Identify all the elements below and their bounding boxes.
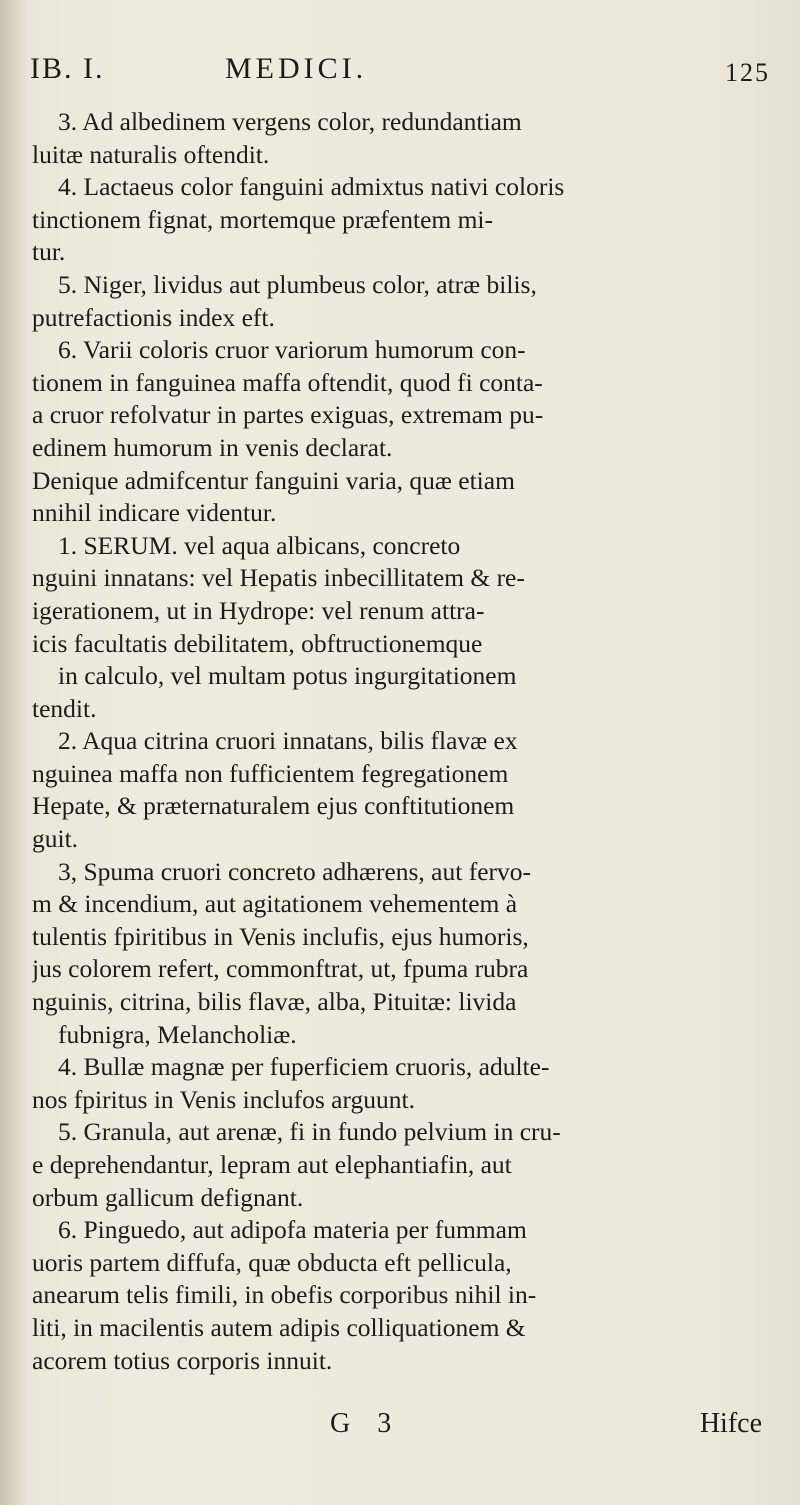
text-line: m & incendium, aut agitationem vehementem à: [32, 889, 518, 919]
text-line: a cruor refolvatur in partes exiguas, extremam pu-: [32, 400, 544, 430]
text-line: 6. Varii coloris cruor variorum humorum con-: [58, 335, 526, 365]
text-line: acorem totius corporis innuit.: [32, 1345, 333, 1375]
catchword: Hifce: [699, 1408, 762, 1439]
text-line: Denique admifcentur fanguini varia, quæ etiam: [32, 465, 515, 495]
text-line: orbum gallicum defignant.: [32, 1182, 304, 1212]
text-line: putrefactionis index eft.: [32, 302, 275, 332]
text-line: e deprehendantur, lepram aut elephantiafin, aut: [32, 1150, 512, 1179]
text-line: liti, in macilentis autem adipis colliquationem &: [32, 1312, 526, 1342]
text-line: 6. Pinguedo, aut adipofa materia per fummam: [58, 1215, 527, 1245]
text-line: nguinis, citrina, bilis flavæ, alba, Pituitæ: livida: [32, 987, 517, 1017]
page-footer: [30, 1408, 770, 1448]
text-line: tulentis fpiritibus in Venis inclufis, ejus humoris,: [32, 921, 529, 951]
text-line: Hepate, & præternaturalem ejus conftitutionem: [32, 791, 515, 821]
text-line: luitæ naturalis oftendit.: [32, 139, 270, 169]
running-header: [30, 52, 770, 92]
page-number: 125: [725, 58, 770, 87]
text-line: fubnigra, Melancholiæ.: [58, 1019, 297, 1049]
text-line: tinctionem fignat, mortemque præfentem mi-: [32, 204, 494, 234]
text-line: jus colorem refert, commonftrat, ut, fpuma rubra: [32, 954, 529, 984]
text-line: 5. Niger, lividus aut plumbeus color, atræ bilis,: [58, 269, 537, 299]
text-line: 1. SERUM. vel aqua albicans, concreto: [58, 530, 461, 560]
text-line: edinem humorum in venis declarat.: [32, 432, 393, 462]
text-line: 5. Granula, aut arenæ, fi in fundo pelvium in cru-: [58, 1117, 561, 1147]
text-line: 2. Aqua citrina cruori innatans, bilis flavæ ex: [58, 726, 518, 756]
text-line: igerationem, ut in Hydrope: vel renum attra-: [32, 595, 485, 625]
text-line: 3, Spuma cruori concreto adhærens, aut fervo-: [58, 856, 532, 886]
text-line: anearum telis fimili, in obefis corporibus nihil in-: [32, 1280, 537, 1310]
text-line: uoris partem diffufa, quæ obducta eft pellicula,: [32, 1247, 512, 1277]
text-line: tionem in fanguinea maffa oftendit, quod fi conta-: [32, 367, 543, 397]
text-line: 3. Ad albedinem vergens color, redundantiam: [58, 107, 522, 136]
text-line: 4. Bullæ magnæ per fuperficiem cruoris, adulte-: [58, 1052, 550, 1082]
text-line: nguinea maffa non fufficientem fegregationem: [32, 758, 509, 788]
text-line: guit.: [32, 824, 79, 854]
text-line: in calculo, vel multam potus ingurgitationem: [58, 661, 517, 691]
page-body-text: [32, 106, 772, 1377]
text-line: tendit.: [32, 693, 97, 723]
text-line: icis facultatis debilitatem, obftructionemque: [32, 628, 483, 658]
text-line: tur.: [32, 237, 66, 267]
text-line: 4. Lactaeus color fanguini admixtus nativi coloris: [58, 172, 565, 202]
header-title: MEDICI.: [225, 52, 368, 85]
header-book-label: IB. I.: [30, 52, 105, 85]
signature-mark: G 3: [330, 1408, 402, 1439]
binding-gutter: [0, 0, 22, 1505]
text-line: nos fpiritus in Venis inclufos arguunt.: [32, 1084, 415, 1114]
text-line: nnihil indicare videntur.: [32, 498, 277, 528]
text-line: nguini innatans: vel Hepatis inbecillitatem & re-: [32, 563, 525, 593]
